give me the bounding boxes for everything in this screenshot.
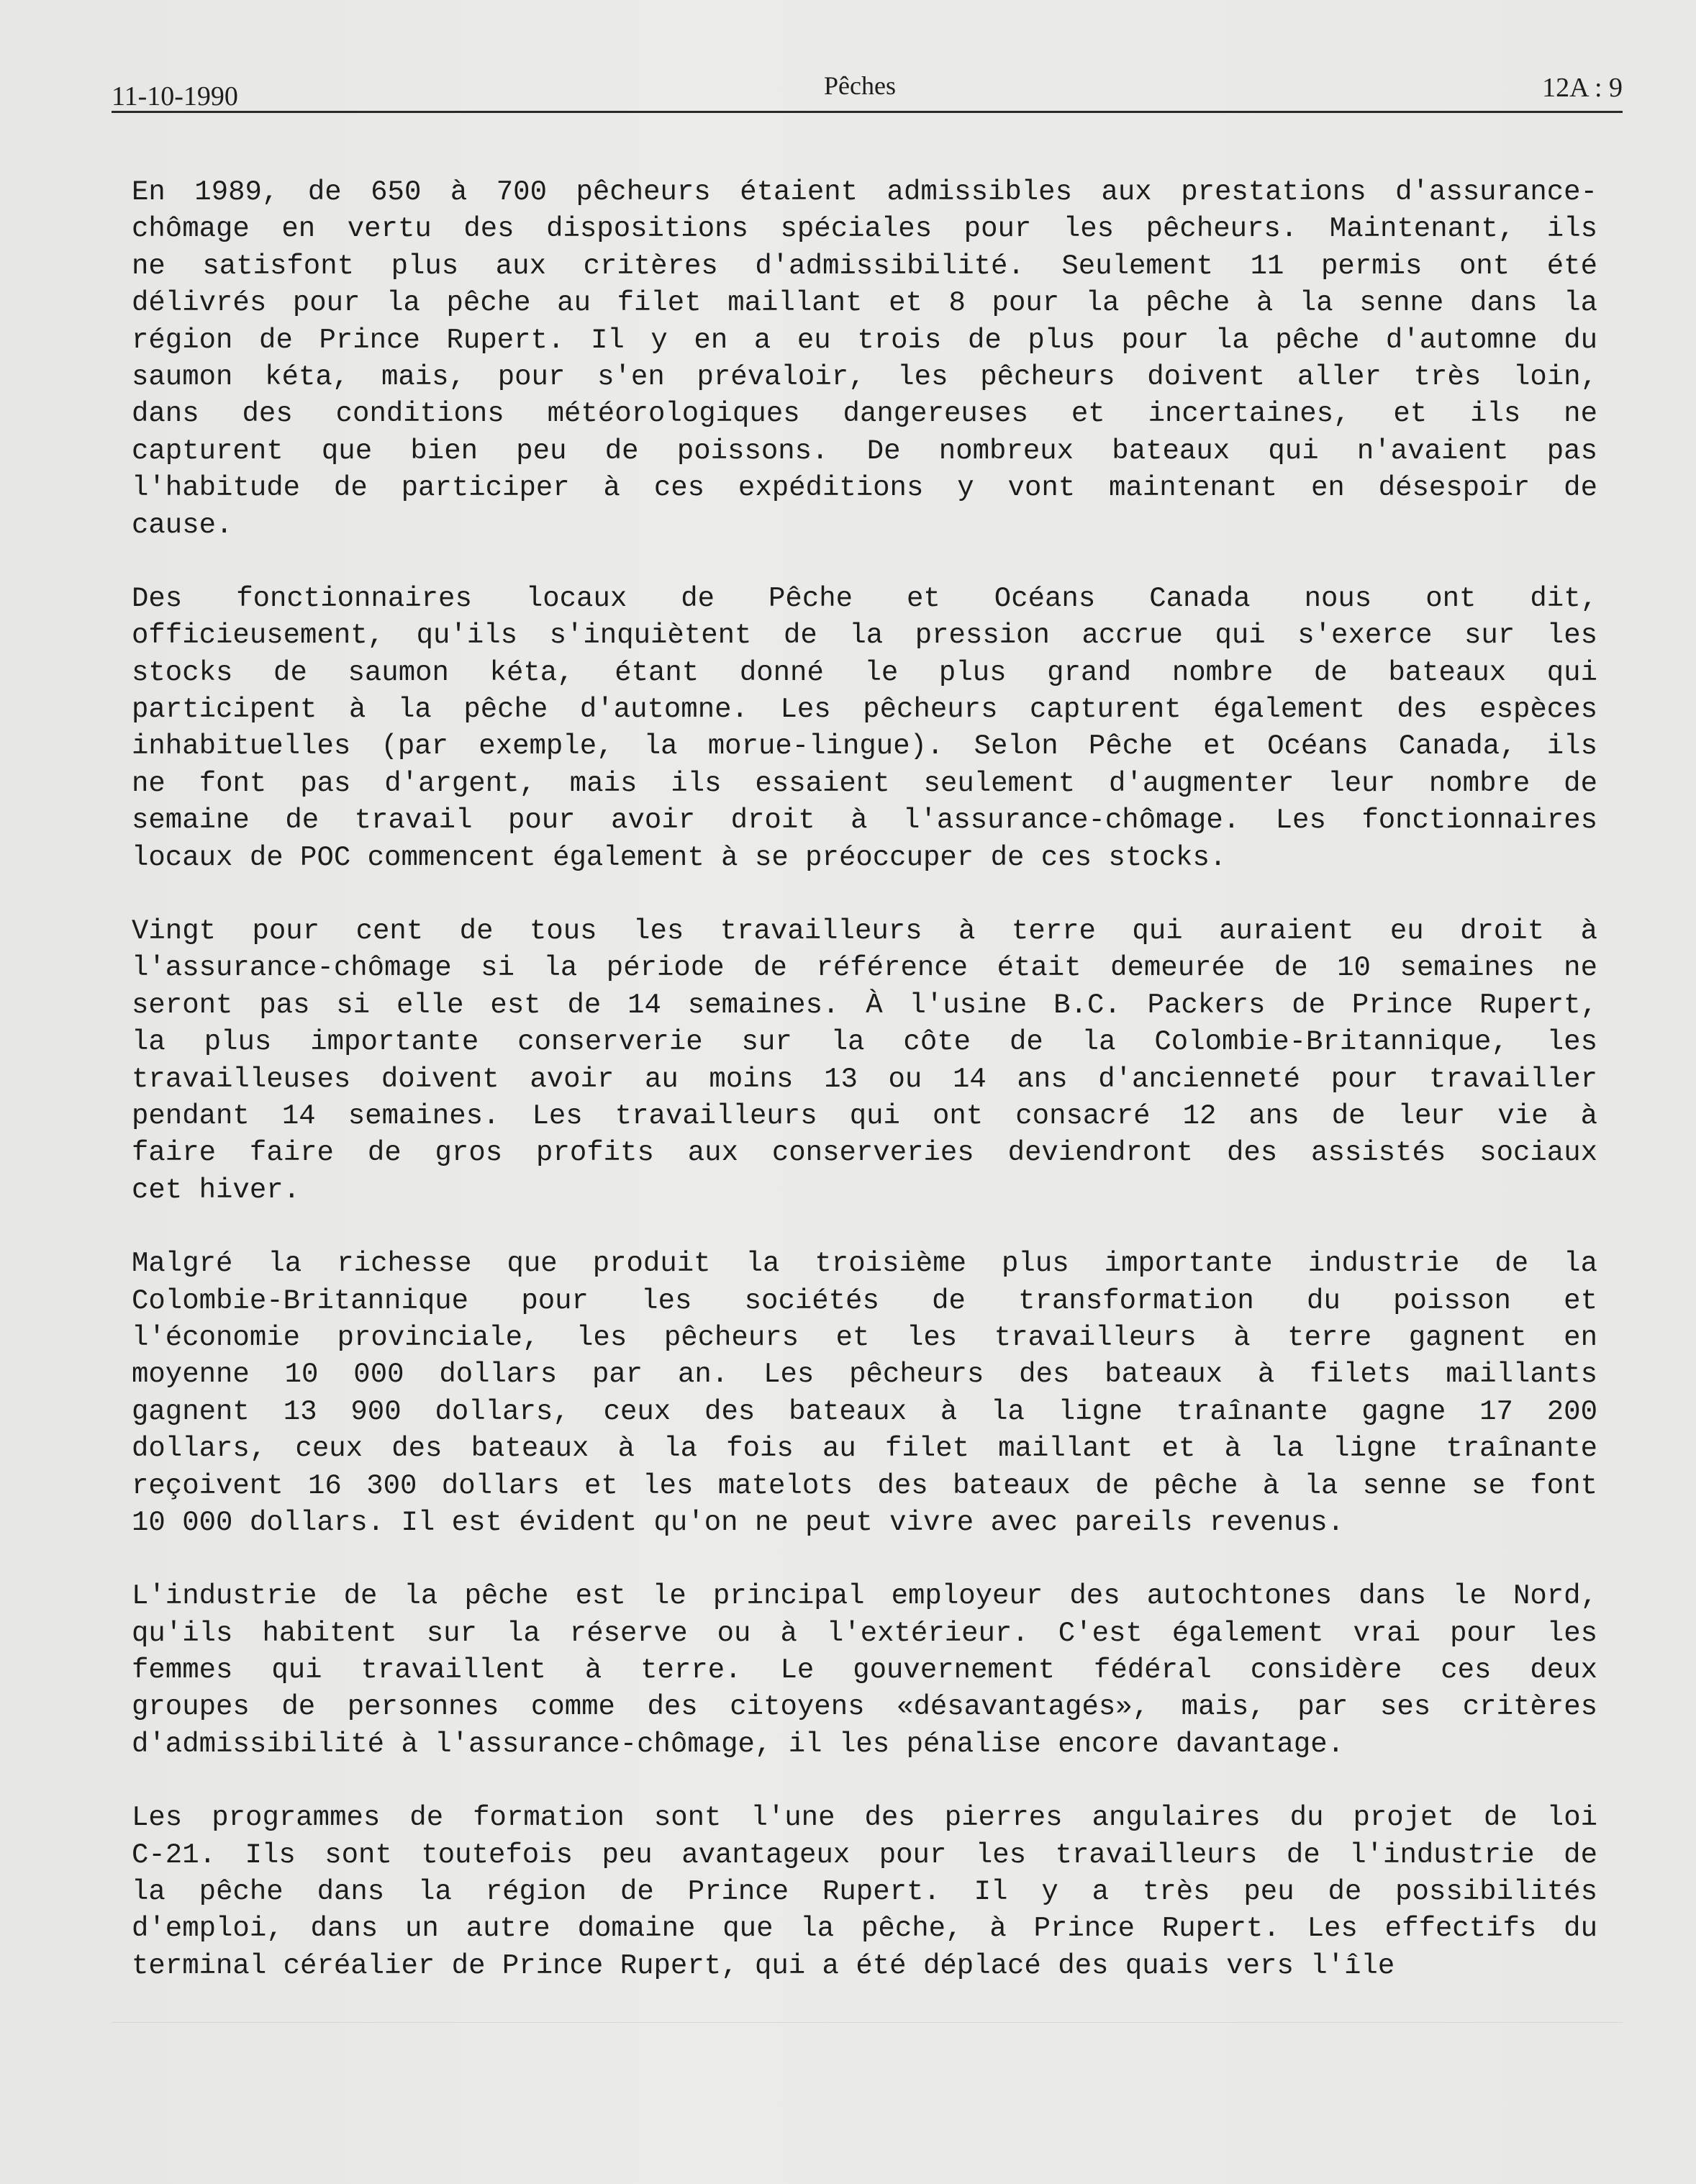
paragraph [132, 1578, 1597, 1763]
text-line: Malgré la richesse que produit la troisième plus importante industrie de la [132, 1248, 1597, 1280]
text-line: En 1989, de 650 à 700 pêcheurs étaient admissibles aux prestations d'assurance- [132, 176, 1597, 208]
text-line: femmes qui travaillent à terre. Le gouvernement fédéral considère ces deux [132, 1654, 1597, 1687]
text-line: d'admissibilité à l'assurance-chômage, il les pénalise encore davantage. [132, 1728, 1345, 1760]
text-line: l'économie provinciale, les pêcheurs et les travailleurs à terre gagnent en [132, 1321, 1597, 1354]
text-line: C-21. Ils sont toutefois peu avantageux pour les travailleurs de l'industrie de [132, 1839, 1597, 1871]
header-date: 11-10-1990 [112, 81, 238, 112]
text-line: ne satisfont plus aux critères d'admissibilité. Seulement 11 permis ont été [132, 250, 1597, 282]
text-line: Des fonctionnaires locaux de Pêche et Océans Canada nous ont dit, [132, 582, 1597, 615]
text-line: capturent que bien peu de poissons. De nombreux bateaux qui n'avaient pas [132, 435, 1597, 467]
text-line: saumon kéta, mais, pour s'en prévaloir, les pêcheurs doivent aller très loin, [132, 361, 1597, 393]
text-line: reçoivent 16 300 dollars et les matelots des bateaux de pêche à la senne se font [132, 1469, 1597, 1502]
text-line: l'assurance-chômage si la période de référence était demeurée de 10 semaines ne [132, 952, 1597, 984]
text-line: semaine de travail pour avoir droit à l'assurance-chômage. Les fonctionnaires [132, 805, 1597, 837]
header-page-number: 12A : 9 [1542, 73, 1623, 103]
paragraph [132, 1800, 1597, 1985]
text-line: moyenne 10 000 dollars par an. Les pêcheurs des bateaux à filets maillants [132, 1359, 1597, 1391]
text-line: participent à la pêche d'automne. Les pêcheurs capturent également des espèces [132, 694, 1597, 726]
document-body [132, 174, 1597, 2021]
text-line: L'industrie de la pêche est le principal employeur des autochtones dans le Nord, [132, 1580, 1597, 1613]
text-line: gagnent 13 900 dollars, ceux des bateaux à la ligne traînante gagne 17 200 [132, 1395, 1597, 1428]
text-line: inhabituelles (par exemple, la morue-lingue). Selon Pêche et Océans Canada, ils [132, 730, 1597, 763]
paragraph [132, 1246, 1597, 1541]
text-line: dollars, ceux des bateaux à la fois au filet maillant et à la ligne traînante [132, 1433, 1597, 1465]
text-line: qu'ils habitent sur la réserve ou à l'extérieur. C'est également vrai pour les [132, 1617, 1597, 1649]
text-line: officieusement, qu'ils s'inquiètent de la pression accrue qui s'exerce sur les [132, 620, 1597, 652]
text-line: délivrés pour la pêche au filet maillant et 8 pour la pêche à la senne dans la [132, 287, 1597, 320]
paragraph [132, 174, 1597, 544]
text-line: faire faire de gros profits aux conserveries deviendront des assistés sociaux [132, 1137, 1597, 1169]
text-line: terminal céréalier de Prince Rupert, qui a été déplacé des quais vers l'île [132, 1949, 1395, 1982]
text-line: Colombie-Britannique pour les sociétés de transformation du poisson et [132, 1284, 1597, 1317]
text-line: chômage en vertu des dispositions spéciales pour les pêcheurs. Maintenant, ils [132, 213, 1597, 245]
text-line: pendant 14 semaines. Les travailleurs qui ont consacré 12 ans de leur vie à [132, 1100, 1597, 1132]
text-line: seront pas si elle est de 14 semaines. À l'usine B.C. Packers de Prince Rupert, [132, 989, 1597, 1021]
text-line: dans des conditions météorologiques dangereuses et incertaines, et ils ne [132, 398, 1597, 430]
text-line: cause. [132, 509, 233, 541]
text-line: locaux de POC commencent également à se préoccuper de ces stocks. [132, 841, 1227, 874]
paragraph [132, 581, 1597, 876]
text-line: travailleuses doivent avoir au moins 13 ou 14 ans d'ancienneté pour travailler [132, 1063, 1597, 1095]
header-title: Pêches [824, 71, 896, 100]
text-line: Les programmes de formation sont l'une des pierres angulaires du projet de loi [132, 1802, 1597, 1834]
page-header [112, 66, 1623, 112]
text-line: ne font pas d'argent, mais ils essaient seulement d'augmenter leur nombre de [132, 767, 1597, 799]
text-line: groupes de personnes comme des citoyens «désavantagés», mais, par ses critères [132, 1691, 1597, 1723]
text-line: cet hiver. [132, 1174, 301, 1206]
text-line: région de Prince Rupert. Il y en a eu trois de plus pour la pêche d'automne du [132, 324, 1597, 356]
header-rule [112, 111, 1623, 113]
text-line: Vingt pour cent de tous les travailleurs à terre qui auraient eu droit à [132, 915, 1597, 948]
text-line: d'emploi, dans un autre domaine que la pêche, à Prince Rupert. Les effectifs du [132, 1913, 1597, 1945]
text-line: 10 000 dollars. Il est évident qu'on ne peut vivre avec pareils revenus. [132, 1506, 1345, 1539]
text-line: l'habitude de participer à ces expéditions y vont maintenant en désespoir de [132, 472, 1597, 504]
text-line: stocks de saumon kéta, étant donné le plus grand nombre de bateaux qui [132, 656, 1597, 689]
text-line: la plus importante conserverie sur la côte de la Colombie-Britannique, les [132, 1026, 1597, 1059]
footer-rule [112, 2022, 1623, 2023]
text-line: la pêche dans la région de Prince Rupert. Il y a très peu de possibilités [132, 1876, 1597, 1908]
paragraph [132, 913, 1597, 1209]
